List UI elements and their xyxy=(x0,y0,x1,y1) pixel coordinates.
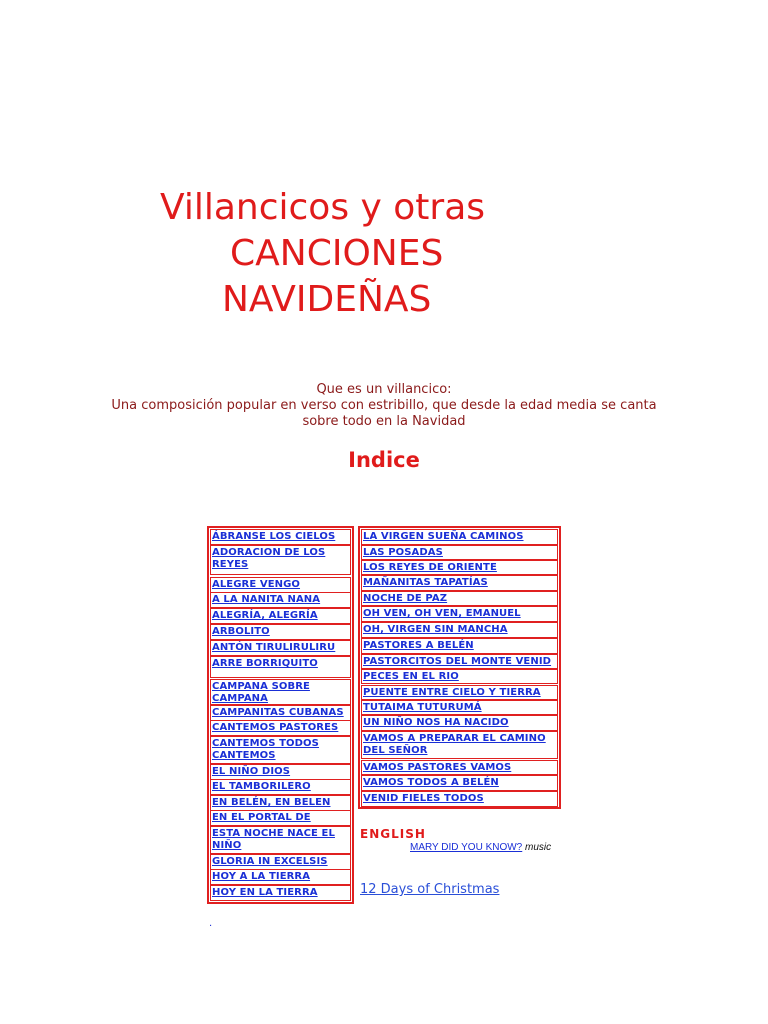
left-index-cell xyxy=(210,764,351,780)
song-link[interactable]: EN BELÉN, EN BELEN xyxy=(212,797,331,808)
right-index-cell xyxy=(361,560,558,575)
song-link[interactable]: LAS POSADAS xyxy=(363,547,443,558)
title-line-3: NAVIDEÑAS xyxy=(222,279,432,320)
song-link[interactable]: CANTEMOS PASTORES xyxy=(212,722,339,733)
left-index-cell xyxy=(210,592,351,608)
left-index-cell xyxy=(210,705,351,721)
song-link[interactable]: PASTORCITOS DEL MONTE VENID xyxy=(363,656,552,667)
song-link[interactable]: MAÑANITAS TAPATÍAS xyxy=(363,577,488,588)
twelve-days-link[interactable]: 12 Days of Christmas xyxy=(360,882,500,897)
song-link[interactable]: ADORACION DE LOS REYES xyxy=(212,547,326,570)
song-link[interactable]: ÁBRANSE LOS CIELOS xyxy=(212,531,336,542)
index-heading: Indice xyxy=(348,448,420,472)
left-index-cell xyxy=(210,624,351,640)
song-link[interactable]: PASTORES A BELÉN xyxy=(363,640,474,651)
mary-did-you-know-line xyxy=(410,842,551,853)
song-link[interactable]: LOS REYES DE ORIENTE xyxy=(363,562,497,573)
song-link[interactable]: EN EL PORTAL DE xyxy=(212,812,311,823)
song-link[interactable]: EL NIÑO DIOS xyxy=(212,766,291,777)
song-link[interactable]: PECES EN EL RIO xyxy=(363,671,459,682)
right-index-cell xyxy=(361,529,558,545)
song-link[interactable]: HOY EN LA TIERRA xyxy=(212,887,318,898)
music-note-label: music xyxy=(525,842,552,853)
left-index-cell xyxy=(210,736,351,764)
song-link[interactable]: VENID FIELES TODOS xyxy=(363,793,484,804)
song-link[interactable]: ARRE BORRIQUITO xyxy=(212,658,318,669)
right-index-cell xyxy=(361,622,558,638)
left-index-cell xyxy=(210,608,351,624)
right-index-cell xyxy=(361,715,558,731)
right-index-cell xyxy=(361,700,558,715)
song-link[interactable]: VAMOS TODOS A BELÉN xyxy=(363,777,499,788)
english-heading: ENGLISH xyxy=(360,827,426,841)
song-link[interactable]: ANTÓN TIRULIRULIRU xyxy=(212,642,336,653)
right-index-cell xyxy=(361,654,558,669)
intro-question: Que es un villancico: xyxy=(316,382,452,397)
song-link[interactable]: EL TAMBORILERO xyxy=(212,781,311,792)
left-index-cell xyxy=(210,869,351,885)
left-index-cell xyxy=(210,810,351,826)
left-index-cell xyxy=(210,640,351,656)
right-index-cell xyxy=(361,791,558,807)
song-link[interactable]: CANTEMOS TODOS CANTEMOS xyxy=(212,738,319,761)
intro-answer-line-2: sobre todo en la Navidad xyxy=(302,414,466,429)
right-index-cell xyxy=(361,591,558,606)
left-index-cell xyxy=(210,656,351,678)
left-index-cell xyxy=(210,577,351,593)
song-link[interactable]: LA VIRGEN SUEÑA CAMINOS xyxy=(363,531,524,542)
right-index-cell xyxy=(361,638,558,654)
song-link[interactable]: NOCHE DE PAZ xyxy=(363,593,448,604)
right-index-cell xyxy=(361,760,558,775)
right-index-cell xyxy=(361,669,558,684)
song-link[interactable]: ESTA NOCHE NACE EL NIÑO xyxy=(212,828,335,851)
song-link[interactable]: OH VEN, OH VEN, EMANUEL xyxy=(363,608,521,619)
right-index-cell xyxy=(361,606,558,622)
title-line-2: CANCIONES xyxy=(230,233,444,274)
intro-answer-line-1: Una composición popular en verso con estribillo, que desde la edad media se canta xyxy=(111,398,657,413)
right-index-cell xyxy=(361,685,558,700)
song-link[interactable]: ALEGRÍA, ALEGRÍA xyxy=(212,610,318,621)
song-link[interactable]: CAMPANITAS CUBANAS xyxy=(212,707,344,718)
song-link[interactable]: OH, VIRGEN SIN MANCHA xyxy=(363,624,508,635)
song-link[interactable]: VAMOS PASTORES VAMOS xyxy=(363,762,512,773)
song-link[interactable]: ALEGRE VENGO xyxy=(212,579,301,590)
song-link[interactable]: UN NIÑO NOS HA NACIDO xyxy=(363,717,509,728)
left-index-cell xyxy=(210,826,351,854)
left-index-cell xyxy=(210,679,351,705)
intro-block xyxy=(0,382,768,430)
left-index-cell xyxy=(210,795,351,811)
left-index-cell xyxy=(210,529,351,545)
left-index-cell xyxy=(210,545,351,575)
song-link[interactable]: TUTAIMA TUTURUMÁ xyxy=(363,702,482,713)
right-index-cell xyxy=(361,731,558,759)
song-link[interactable]: HOY A LA TIERRA xyxy=(212,871,311,882)
left-index-cell xyxy=(210,779,351,795)
left-index-cell xyxy=(210,885,351,901)
song-link[interactable]: PUENTE ENTRE CIELO Y TIERRA xyxy=(363,687,541,698)
song-link[interactable]: A LA NANITA NANA xyxy=(212,594,321,605)
mary-did-you-know-link[interactable]: MARY DID YOU KNOW? xyxy=(410,842,523,853)
left-index-cell xyxy=(210,854,351,870)
right-index-cell xyxy=(361,775,558,791)
right-index-cell xyxy=(361,545,558,560)
left-index-cell xyxy=(210,720,351,736)
song-link[interactable]: VAMOS A PREPARAR EL CAMINO DEL SEÑOR xyxy=(363,733,546,756)
song-link[interactable]: CAMPANA SOBRE CAMPANA xyxy=(212,681,310,704)
song-link[interactable]: ARBOLITO xyxy=(212,626,270,637)
right-index-cell xyxy=(361,575,558,591)
stray-link-mark: . xyxy=(209,918,213,929)
title-line-1: Villancicos y otras xyxy=(160,187,486,228)
song-link[interactable]: GLORIA IN EXCELSIS xyxy=(212,856,328,867)
